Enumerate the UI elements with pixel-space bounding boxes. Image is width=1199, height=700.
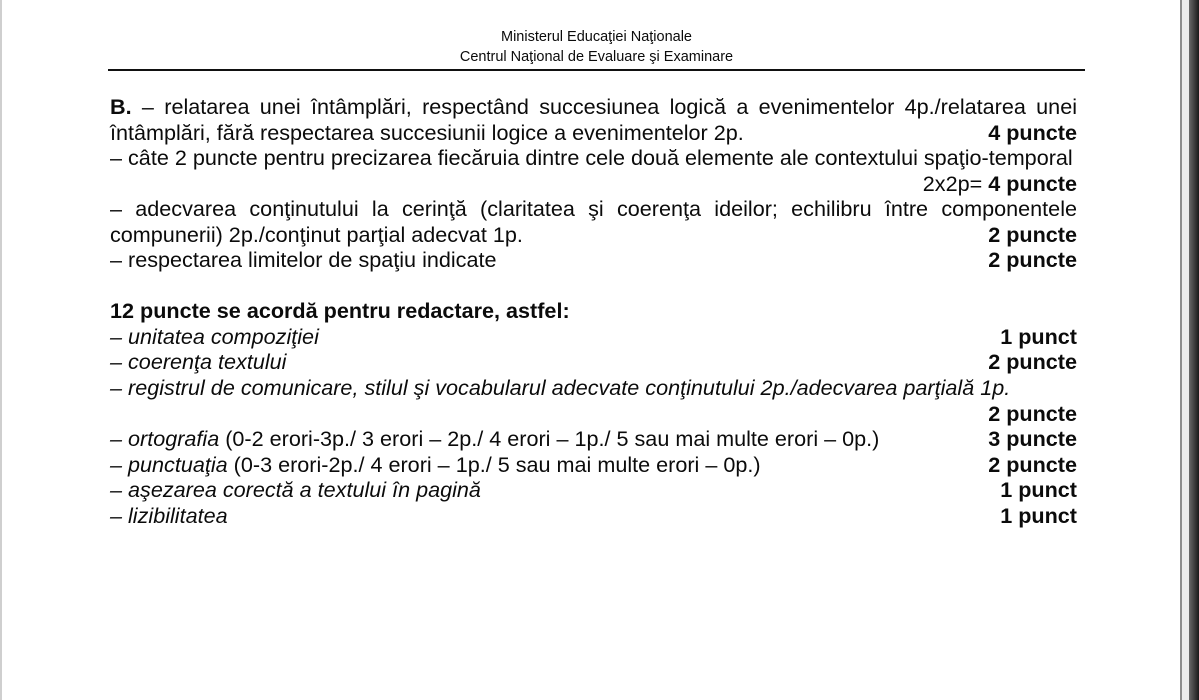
page-right-gap xyxy=(1182,0,1189,700)
part-b-context-score: 4 puncte xyxy=(988,170,1077,196)
part-b-content-text2: întâmplări, fără respectarea succesiunii logice a evenimentelor 2p. xyxy=(110,119,744,145)
part-b-context-text: – câte 2 puncte pentru precizarea fiecăruia dintre cele două elemente ale contextului spaţio-temporal xyxy=(110,145,1073,171)
part-b-context-score-line xyxy=(110,171,1077,197)
redactare-item xyxy=(110,426,1077,452)
redactare-item xyxy=(110,477,1077,503)
spacer xyxy=(110,273,1077,299)
redactare-item-label: – aşezarea corectă a textului în pagină xyxy=(110,477,481,503)
header-institution: Ministerul Educaţiei Naţionale xyxy=(500,29,692,45)
redactare-item-text xyxy=(110,452,761,478)
redactare-item xyxy=(110,452,1077,478)
part-b-context-formula: 2x2p= xyxy=(922,170,983,196)
part-b-adequacy-text2: compunerii) 2p./conţinut parţial adecvat 1p. xyxy=(110,221,523,247)
part-b-adequacy-line2 xyxy=(110,222,1077,248)
part-b-adequacy-line1 xyxy=(110,196,1077,222)
header-rule xyxy=(108,69,1085,71)
redactare-item-score: 2 puncte xyxy=(988,349,1077,375)
part-b-adequacy-score: 2 puncte xyxy=(988,221,1077,247)
redactare-item-score-line xyxy=(110,401,1077,427)
redactare-item-score: 3 puncte xyxy=(988,426,1077,452)
part-b-content-score: 4 puncte xyxy=(988,119,1077,145)
redactare-item xyxy=(110,324,1077,350)
redactare-item-label: – punctuaţia xyxy=(110,451,228,477)
page-right-shadow xyxy=(1189,0,1199,700)
redactare-heading-line xyxy=(110,298,1077,324)
part-b-adequacy-text1: – adecvarea conţinutului la cerinţă (claritatea şi coerenţa ideilor; echilibru între componentele xyxy=(110,196,1077,222)
redactare-item-label: – registrul de comunicare, stilul şi vocabularul adecvate conţinutului 2p./adecvarea parţială 1p. xyxy=(110,375,1011,401)
part-b-limits-line xyxy=(110,247,1077,273)
redactare-item-label: – lizibilitatea xyxy=(110,502,228,528)
redactare-item-text xyxy=(110,426,879,452)
grading-content xyxy=(110,94,1077,528)
redactare-item-detail: (0-3 erori-2p./ 4 erori – 1p./ 5 sau mai multe erori – 0p.) xyxy=(233,451,761,477)
part-b-limits-score: 2 puncte xyxy=(988,247,1077,273)
redactare-item xyxy=(110,375,1077,401)
redactare-item xyxy=(110,503,1077,529)
redactare-item-label: – coerenţa textului xyxy=(110,349,287,375)
part-b-context-line xyxy=(110,145,1077,171)
redactare-item-score: 1 punct xyxy=(1000,323,1077,349)
redactare-item-label: – ortografia xyxy=(110,426,220,452)
part-b-label: B. xyxy=(110,94,132,119)
part-b-content-line1 xyxy=(110,94,1077,120)
page-left-edge xyxy=(0,0,2,700)
header-center: Centrul Naţional de Evaluare şi Examinare xyxy=(459,49,734,65)
redactare-item-detail: (0-2 erori-3p./ 3 erori – 2p./ 4 erori – 1p./ 5 sau mai multe erori – 0p.) xyxy=(225,426,880,452)
redactare-item-score: 2 puncte xyxy=(988,400,1077,426)
redactare-item-score: 2 puncte xyxy=(988,451,1077,477)
redactare-item-score: 1 punct xyxy=(1000,502,1077,528)
redactare-item xyxy=(110,349,1077,375)
part-b-limits-text: – respectarea limitelor de spaţiu indicate xyxy=(110,247,497,273)
redactare-item-label: – unitatea compoziţiei xyxy=(110,323,319,349)
redactare-heading: 12 puncte se acordă pentru redactare, astfel: xyxy=(110,298,570,324)
redactare-item-score: 1 punct xyxy=(1000,477,1077,503)
part-b-content-text1: – relatarea unei întâmplări, respectând succesiunea logică a evenimentelor 4p./relatarea unei xyxy=(141,94,1077,119)
part-b-content-line2 xyxy=(110,120,1077,146)
